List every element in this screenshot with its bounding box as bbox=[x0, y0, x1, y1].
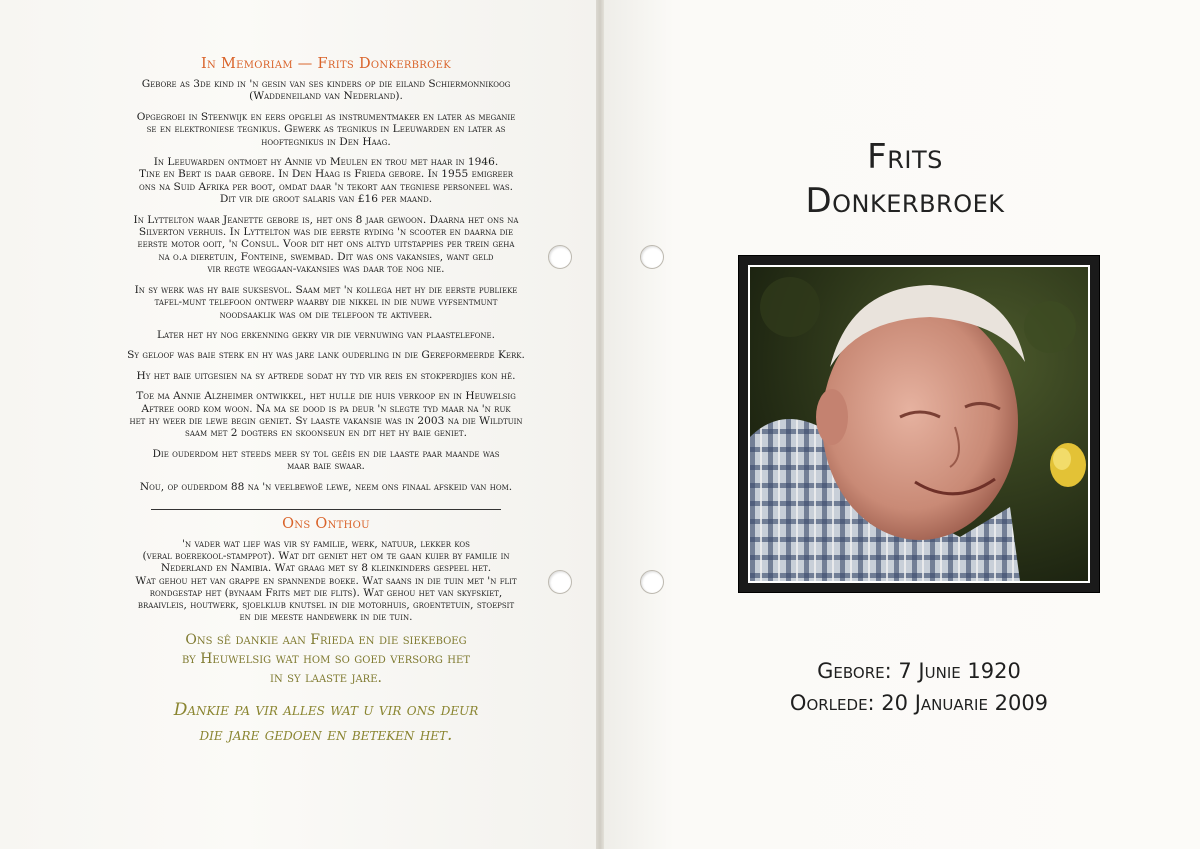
memoriam-paragraph: Later het hy nog erkenning gekry vir die vernuwing van plaastelefone. bbox=[156, 328, 496, 341]
memoriam-paragraph: Gebore as 3de kind in 'n gesin van ses kinders op die eiland Schiermonnikoog (Waddeneiland van Nederland). bbox=[141, 78, 511, 103]
portrait-image bbox=[750, 267, 1088, 581]
memoriam-paragraph: In Lyttelton waar Jeanette gebore is, het ons 8 jaar gewoon. Daarna het ons na Silverton verhuis. In Lyttelton was die eerste ryding 'n scooter en daarna die eerste motor ooit, 'n Consul. Voor dit het ons altyd uitstappies per trein geha na o.a dieretuin, Fonteine, swembad. Dit was ons vakansies, want geld vir regte weggaan-vakansies was daar toe nog nie. bbox=[133, 213, 519, 276]
memoriam-heading: In Memoriam — Frits Donkerbroek bbox=[200, 56, 452, 72]
memoriam-paragraph: Nou, op ouderdom 88 na 'n veelbewoë lewe, neem ons finaal afskeid van hom. bbox=[139, 480, 513, 493]
memoriam-paragraph: In Leeuwarden ontmoet hy Annie vd Meulen en trou met haar in 1946. Tine en Bert is daar gebore. In Den Haag is Frieda gebore. In 1955 emigreer ons na Suid Afrika per boot, omdat daar 'n tekort aan tegniese personeel was. Dit vir die groot salaris van £16 per maand. bbox=[138, 156, 514, 206]
onthou-heading: Ons Onthou bbox=[282, 515, 370, 532]
memoriam-paragraph: Sy geloof was baie sterk en hy was jare lank ouderling in die Gereformeerde Kerk. bbox=[127, 349, 525, 362]
memoriam-paragraph: Toe ma Annie Alzheimer ontwikkel, het hulle die huis verkoop en in Heuwelsig Aftree oord kom woon. Na ma se dood is pa deur 'n slegte tyd maar na 'n ruk het hy weer die lewe begin geniet. Sy laaste vakansie was in 2003 na die Wildtuin saam met 2 dogters en skoonseun en dit het hy baie geniet. bbox=[129, 390, 523, 440]
portrait-frame bbox=[738, 255, 1100, 593]
birth-date: Gebore: 7 Junie 1920 bbox=[817, 659, 1021, 683]
closing-text: Dankie pa vir alles wat u vir ons deur die jare gedoen en beteken het. bbox=[173, 700, 479, 746]
cover-panel bbox=[602, 0, 1200, 849]
memoriam-paragraph: Die ouderdom het steeds meer sy tol geëis en die laaste paar maande was maar baie swaar. bbox=[152, 447, 500, 473]
portrait-photo bbox=[748, 265, 1090, 583]
death-date: Oorlede: 20 Januarie 2009 bbox=[789, 691, 1049, 715]
memoriam-paragraphs bbox=[80, 78, 572, 493]
memoriam-paragraph: Hy het baie uitgesien na sy aftrede sodat hy tyd vir reis en stokperdjies kon hê. bbox=[136, 369, 516, 382]
memoriam-text bbox=[80, 56, 572, 748]
section-divider bbox=[151, 509, 501, 510]
thanks-text: Ons sê dankie aan Frieda en die siekeboeg by Heuwelsig wat hom so goed versorg het in sy laaste jare. bbox=[181, 632, 470, 687]
memoriam-paragraph: Opgegroei in Steenwijk en eers opgelei as instrumentmaker en later as meganie se en elektroniese tegnikus. Gewerk as tegnikus in Leeuwarden en later as hooftegnikus in Den Haag. bbox=[136, 110, 516, 148]
onthou-paragraph: 'n vader wat lief was vir sy familie, werk, natuur, lekker kos (veral boerekool-stamppot). Wat dit geniet het om te gaan kuier by familie in Nederland en Namibia. Wat graag met sy 8 kleinkinders gespeel het. Wat gehou het van grappe en spannende boeke. Wat saans in die tuin met 'n flit rondgestap het (bynaam Frits met die flits). Wat gehou het van skyfskiet, braaivleis, houtwerk, sjoelklub knutsel in die motorhuis, groentetuin, stoepsit en die meeste handewerk in die tuin. bbox=[135, 537, 517, 624]
deceased-name: Frits Donkerbroek bbox=[805, 137, 1005, 221]
memoriam-paragraph: In sy werk was hy baie suksesvol. Saam met 'n kollega het hy die eerste publieke tafel-munt telefoon ontwerp waarby die nikkel in die nuwe vyfsentmunt noodsaaklik was om die telefoon te aktiveer. bbox=[134, 283, 518, 321]
life-dates bbox=[602, 655, 1200, 719]
